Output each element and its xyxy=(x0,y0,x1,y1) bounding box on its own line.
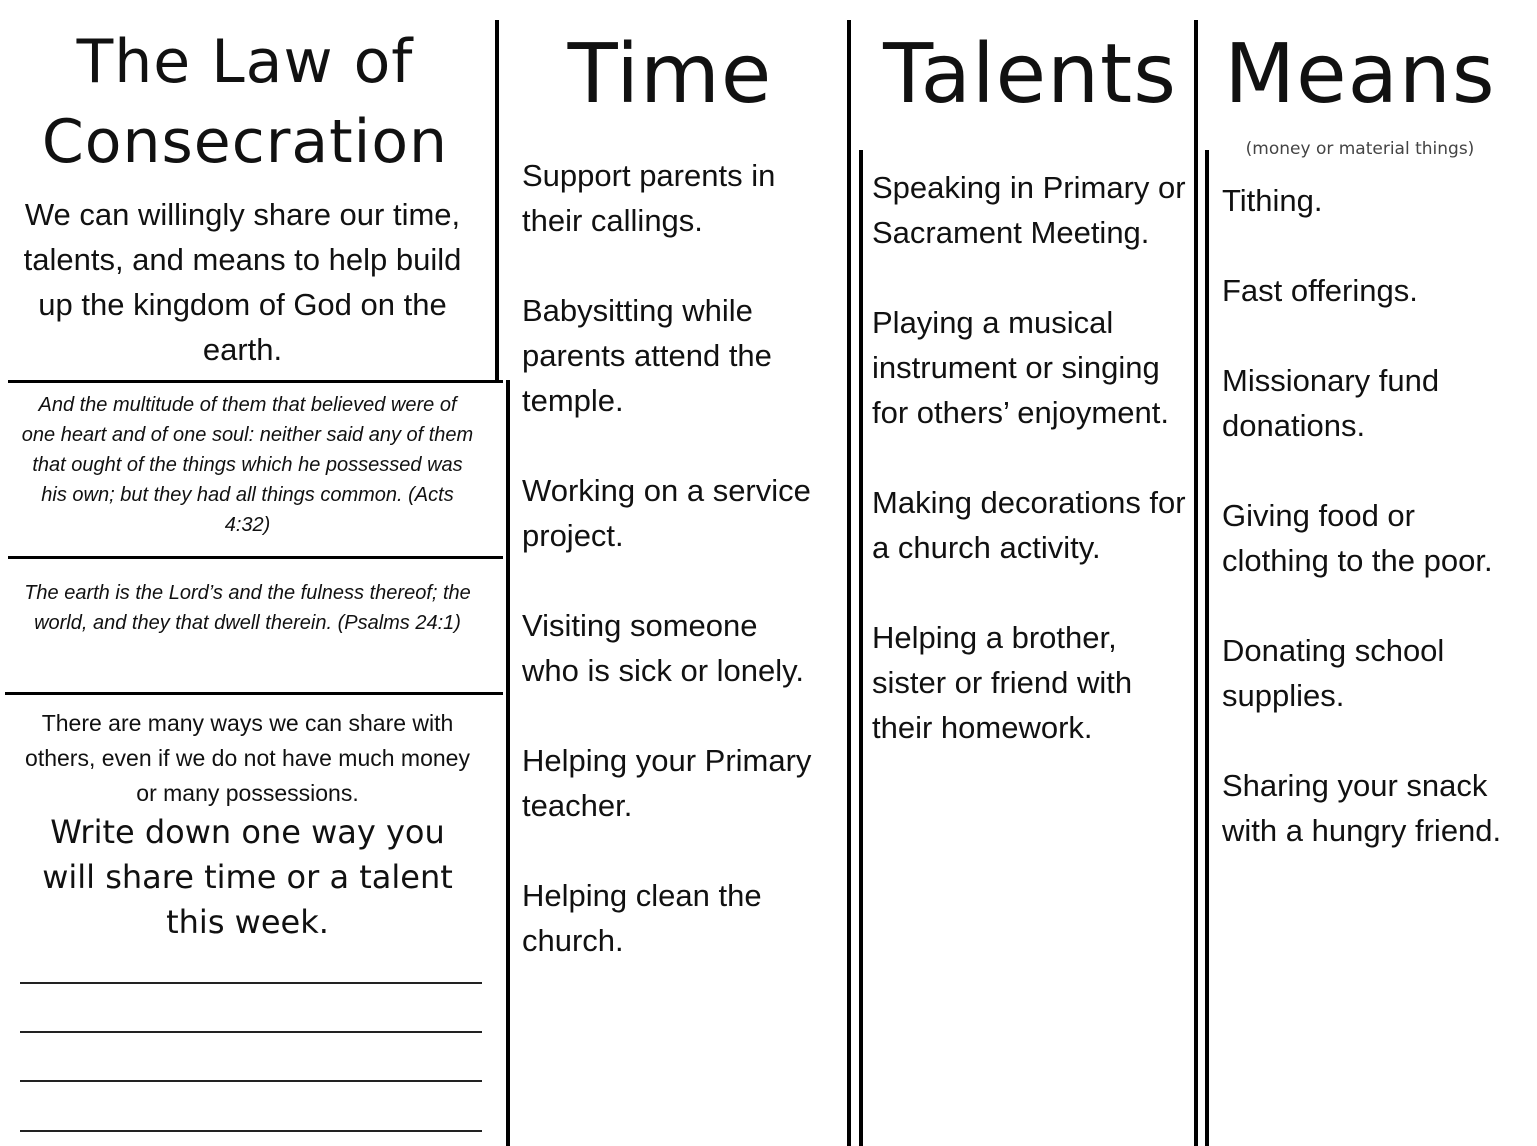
section-divider xyxy=(5,692,503,695)
column-divider xyxy=(506,380,510,1146)
section-divider xyxy=(8,380,503,383)
writing-line[interactable] xyxy=(20,1080,482,1082)
list-item: Helping clean the church. xyxy=(522,878,762,958)
list-item: Babysitting while parents attend the temple. xyxy=(522,293,772,418)
scripture-psalms: The earth is the Lord’s and the fulness thereof; the world, and they that dwell therein. (Psalms 24:1) xyxy=(24,582,471,634)
scripture-acts: And the multitude of them that believed were of one heart and of one soul: neither said any of them that ought of the things which he possessed was his own; but they had all things common. (Acts 4:32) xyxy=(21,394,474,536)
law-title-line2: Consecration xyxy=(41,107,449,177)
list-item: Sharing your snack with a hungry friend. xyxy=(1222,768,1502,848)
list-item: Support parents in their callings. xyxy=(522,158,776,238)
list-item: Speaking in Primary or Sacrament Meeting. xyxy=(872,170,1186,250)
writing-line[interactable] xyxy=(20,1130,482,1132)
list-item: Tithing. xyxy=(1222,183,1323,218)
time-title: Time xyxy=(567,27,773,122)
list-item: Working on a service project. xyxy=(522,473,811,553)
law-lede: We can willingly share our time, talents, and means to help build up the kingdom of God on the earth. xyxy=(23,197,462,367)
list-item: Visiting someone who is sick or lonely. xyxy=(522,608,804,688)
list-item: Giving food or clothing to the poor. xyxy=(1222,498,1493,578)
list-item: Helping your Primary teacher. xyxy=(522,743,812,823)
list-item: Helping a brother, sister or friend with their homework. xyxy=(872,620,1133,745)
list-item: Missionary fund donations. xyxy=(1222,363,1440,443)
sharing-note: There are many ways we can share with others, even if we do not have much money or many possessions. xyxy=(25,710,470,806)
list-item: Donating school supplies. xyxy=(1222,633,1445,713)
law-title xyxy=(20,27,470,192)
list-item: Fast offerings. xyxy=(1222,273,1418,308)
writing-prompt: Write down one way you will share time or a talent this week. xyxy=(42,813,453,941)
column-divider xyxy=(1194,20,1198,1146)
means-subtitle: (money or material things) xyxy=(1245,139,1475,159)
talents-list xyxy=(872,165,1192,795)
talents-title: Talents xyxy=(883,27,1177,122)
column-divider xyxy=(847,20,851,1146)
writing-line[interactable] xyxy=(20,982,482,984)
time-list xyxy=(522,153,822,1008)
writing-line[interactable] xyxy=(20,1031,482,1033)
list-item: Playing a musical instrument or singing for others’ enjoyment. xyxy=(872,305,1169,430)
column-divider xyxy=(495,20,499,380)
list-item: Making decorations for a church activity. xyxy=(872,485,1186,565)
means-list xyxy=(1222,178,1512,898)
section-divider xyxy=(8,556,503,559)
law-title-line1: The Law of xyxy=(76,27,414,97)
column-divider xyxy=(859,150,863,1146)
column-divider xyxy=(1205,150,1209,1146)
means-title: Means xyxy=(1224,27,1496,122)
